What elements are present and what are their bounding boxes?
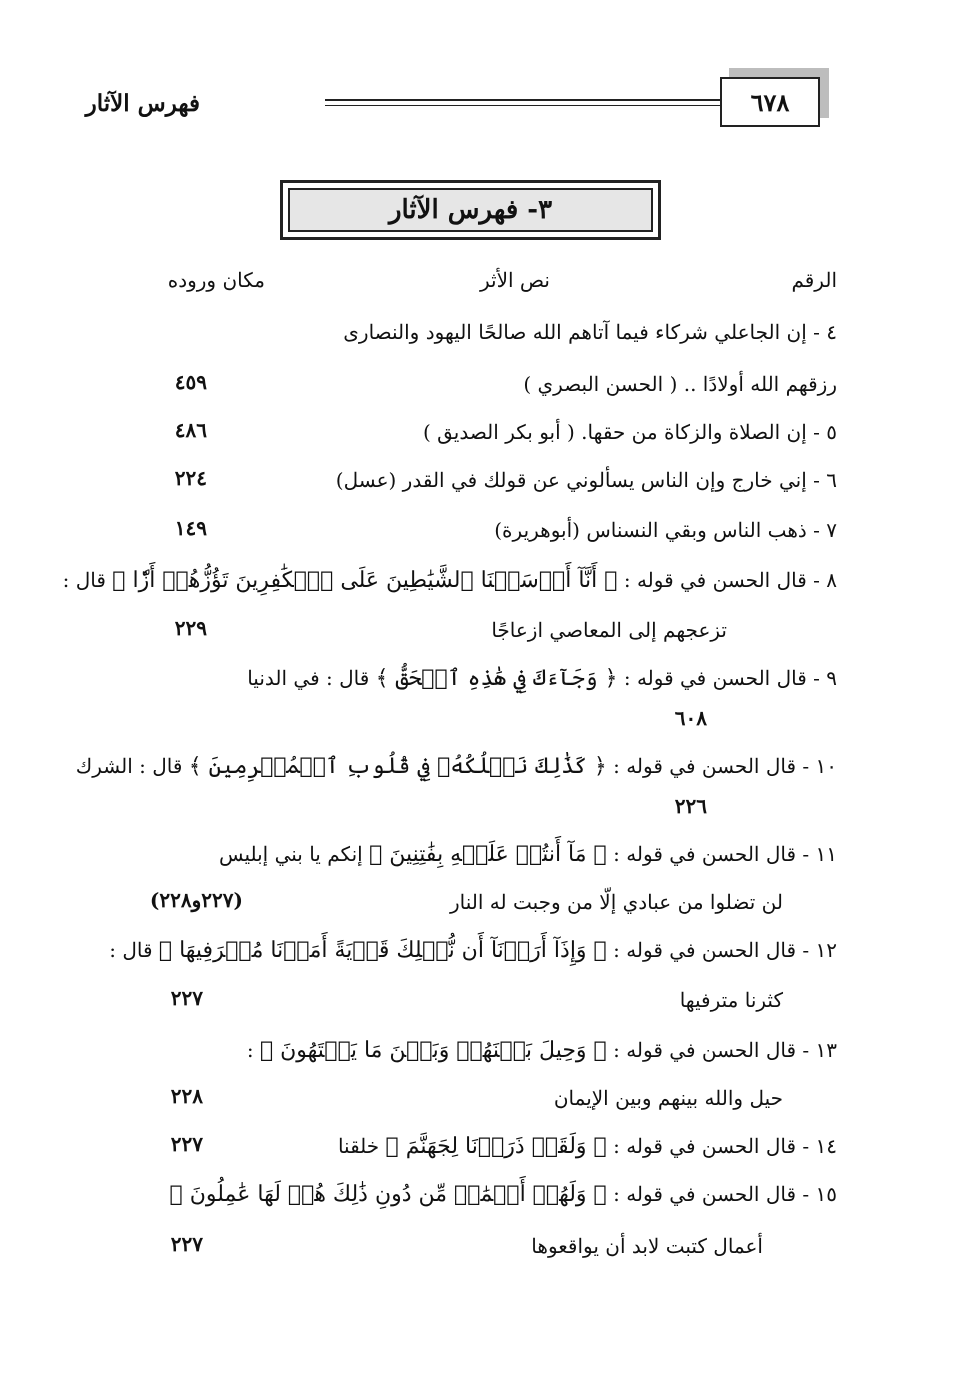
column-head-number: الرقم bbox=[791, 268, 837, 292]
entry-10-line-1 bbox=[76, 752, 837, 781]
entry-11-line-2: لن تضلوا من عبادي إلّا من وجبت له النار bbox=[449, 890, 783, 914]
entry-7-line-1: ٧ - ذهب الناس وبقي النسناس (أبوهريرة) bbox=[494, 518, 837, 542]
entry-14-line-1 bbox=[338, 1132, 837, 1161]
entry-10-page: ٢٢٦ bbox=[674, 794, 707, 818]
section-title-box bbox=[280, 180, 661, 240]
entry-11-suffix: إنكم يا بني إبليس bbox=[218, 842, 363, 866]
entry-15-quran-verse: ﴿ وَلَهُمۡ أَعۡمَٰلٞ مِّن دُونِ ذَٰلِكَ هُمۡ لَهَا عَٰمِلُونَ ﴾ bbox=[169, 1182, 607, 1207]
page-number: ٦٧٨ bbox=[750, 87, 790, 117]
entry-13-quran-verse: ﴿ وَحِيلَ بَيۡنَهُمۡ وَبَيۡنَ مَا يَشۡتَهُونَ ﴾ bbox=[259, 1038, 607, 1063]
entry-12-suffix: قال : bbox=[109, 938, 153, 962]
running-header-title: فهرس الآثار bbox=[85, 90, 200, 117]
entry-5-page: ٤٨٦ bbox=[174, 418, 207, 442]
entry-10-prefix: ١٠ - قال الحسن في قوله : bbox=[613, 754, 837, 778]
entry-9-page: ٦٠٨ bbox=[674, 706, 707, 730]
entry-11-line-1 bbox=[219, 840, 837, 869]
entry-14-quran-verse: ﴿ وَلَقَدۡ ذَرَأۡنَا لِجَهَنَّمَ ﴾ bbox=[385, 1134, 607, 1159]
entry-15-page: ٢٢٧ bbox=[170, 1232, 203, 1256]
entry-6-line-1: ٦ - إني خارج وإن الناس يسألوني عن قولك في القدر (عسل) bbox=[335, 468, 837, 492]
page-number-box bbox=[720, 77, 820, 127]
entry-8-prefix: ٨ - قال الحسن في قوله : bbox=[623, 568, 837, 592]
entry-11-quran-verse: ﴿ مَآ أَنتُمۡ عَلَيۡهِ بِفَٰتِنِينَ ﴾ bbox=[369, 842, 607, 867]
entry-10-suffix: قال : الشرك bbox=[75, 754, 183, 778]
entry-12-page: ٢٢٧ bbox=[170, 986, 203, 1010]
entry-9-prefix: ٩ - قال الحسن في قوله : bbox=[623, 666, 837, 690]
entry-4-page: ٤٥٩ bbox=[174, 370, 207, 394]
entry-8-line-2: تزعجهم إلى المعاصي ازعاجًا bbox=[491, 618, 727, 642]
column-head-location: مكان وروده bbox=[167, 268, 265, 292]
entry-8-quran-verse: ﴿ أَنَّآ أَرۡسَلۡنَا ٱلشَّيَٰطِينَ عَلَى ٱلۡكَٰفِرِينَ تَؤُزُّهُمۡ أَزّٗا ﴾ bbox=[112, 568, 618, 593]
entry-8-line-1 bbox=[63, 566, 837, 595]
entry-7-page: ١٤٩ bbox=[174, 516, 207, 540]
entry-13-line-1 bbox=[247, 1036, 837, 1065]
entry-11-page: (٢٢٧و٢٢٨) bbox=[149, 888, 243, 912]
entry-10-quran-verse: ﴿ كَذَٰلِكَ نَسۡلُكُهُۥ فِي قُلُوبِ ٱلۡمُجۡرِمِينَ ﴾ bbox=[188, 754, 607, 779]
entry-13-line-2: حيل والله بينهم وبين الإيمان bbox=[553, 1086, 783, 1110]
entry-9-line-1 bbox=[247, 664, 837, 693]
entry-4-line-1: ٤ - إن الجاعلي شركاء فيما آتاهم الله صالحًا اليهود والنصارى bbox=[343, 320, 837, 344]
entry-12-line-1 bbox=[109, 936, 837, 965]
entry-14-prefix: ١٤ - قال الحسن في قوله : bbox=[613, 1134, 837, 1158]
column-head-text: نص الأثر bbox=[480, 268, 550, 292]
header-rule-thin bbox=[325, 105, 720, 106]
entry-11-prefix: ١١ - قال الحسن في قوله : bbox=[613, 842, 837, 866]
entry-13-page: ٢٢٨ bbox=[170, 1084, 203, 1108]
entry-12-line-2: كثرنا مترفيها bbox=[679, 988, 783, 1012]
section-title: ٣- فهرس الآثار bbox=[388, 195, 553, 225]
entry-13-prefix: ١٣ - قال الحسن في قوله : bbox=[613, 1038, 837, 1062]
entry-9-quran-verse: ﴿ وَجَآءَكَ فِي هَٰذِهِ ٱلۡحَقُّ ﴾ bbox=[375, 666, 618, 691]
entry-4-line-2: رزقهم الله أولادًا .. ( الحسن البصري ) bbox=[523, 372, 837, 396]
entry-15-prefix: ١٥ - قال الحسن في قوله : bbox=[613, 1182, 837, 1206]
entry-12-quran-verse: ﴿ وَإِذَآ أَرَدۡنَآ أَن نُّهۡلِكَ قَرۡيَةً أَمَرۡنَا مُتۡرَفِيهَا ﴾ bbox=[158, 938, 607, 963]
entry-5-line-1: ٥ - إن الصلاة والزكاة من حقها. ( أبو بكر الصديق ) bbox=[422, 420, 837, 444]
entry-14-suffix: خلقنا bbox=[337, 1134, 380, 1158]
entry-8-page: ٢٢٩ bbox=[174, 616, 207, 640]
entry-15-line-1 bbox=[170, 1180, 837, 1209]
entry-6-page: ٢٢٤ bbox=[174, 466, 207, 490]
entry-8-suffix: قال : bbox=[62, 568, 106, 592]
entry-15-line-2: أعمال كتبت لابد أن يواقعوها bbox=[531, 1234, 763, 1258]
entry-13-suffix: : bbox=[246, 1038, 254, 1062]
entry-12-prefix: ١٢ - قال الحسن في قوله : bbox=[613, 938, 837, 962]
entry-14-page: ٢٢٧ bbox=[170, 1132, 203, 1156]
entry-9-suffix: قال : في الدنيا bbox=[247, 666, 370, 690]
header-rule bbox=[325, 99, 720, 101]
